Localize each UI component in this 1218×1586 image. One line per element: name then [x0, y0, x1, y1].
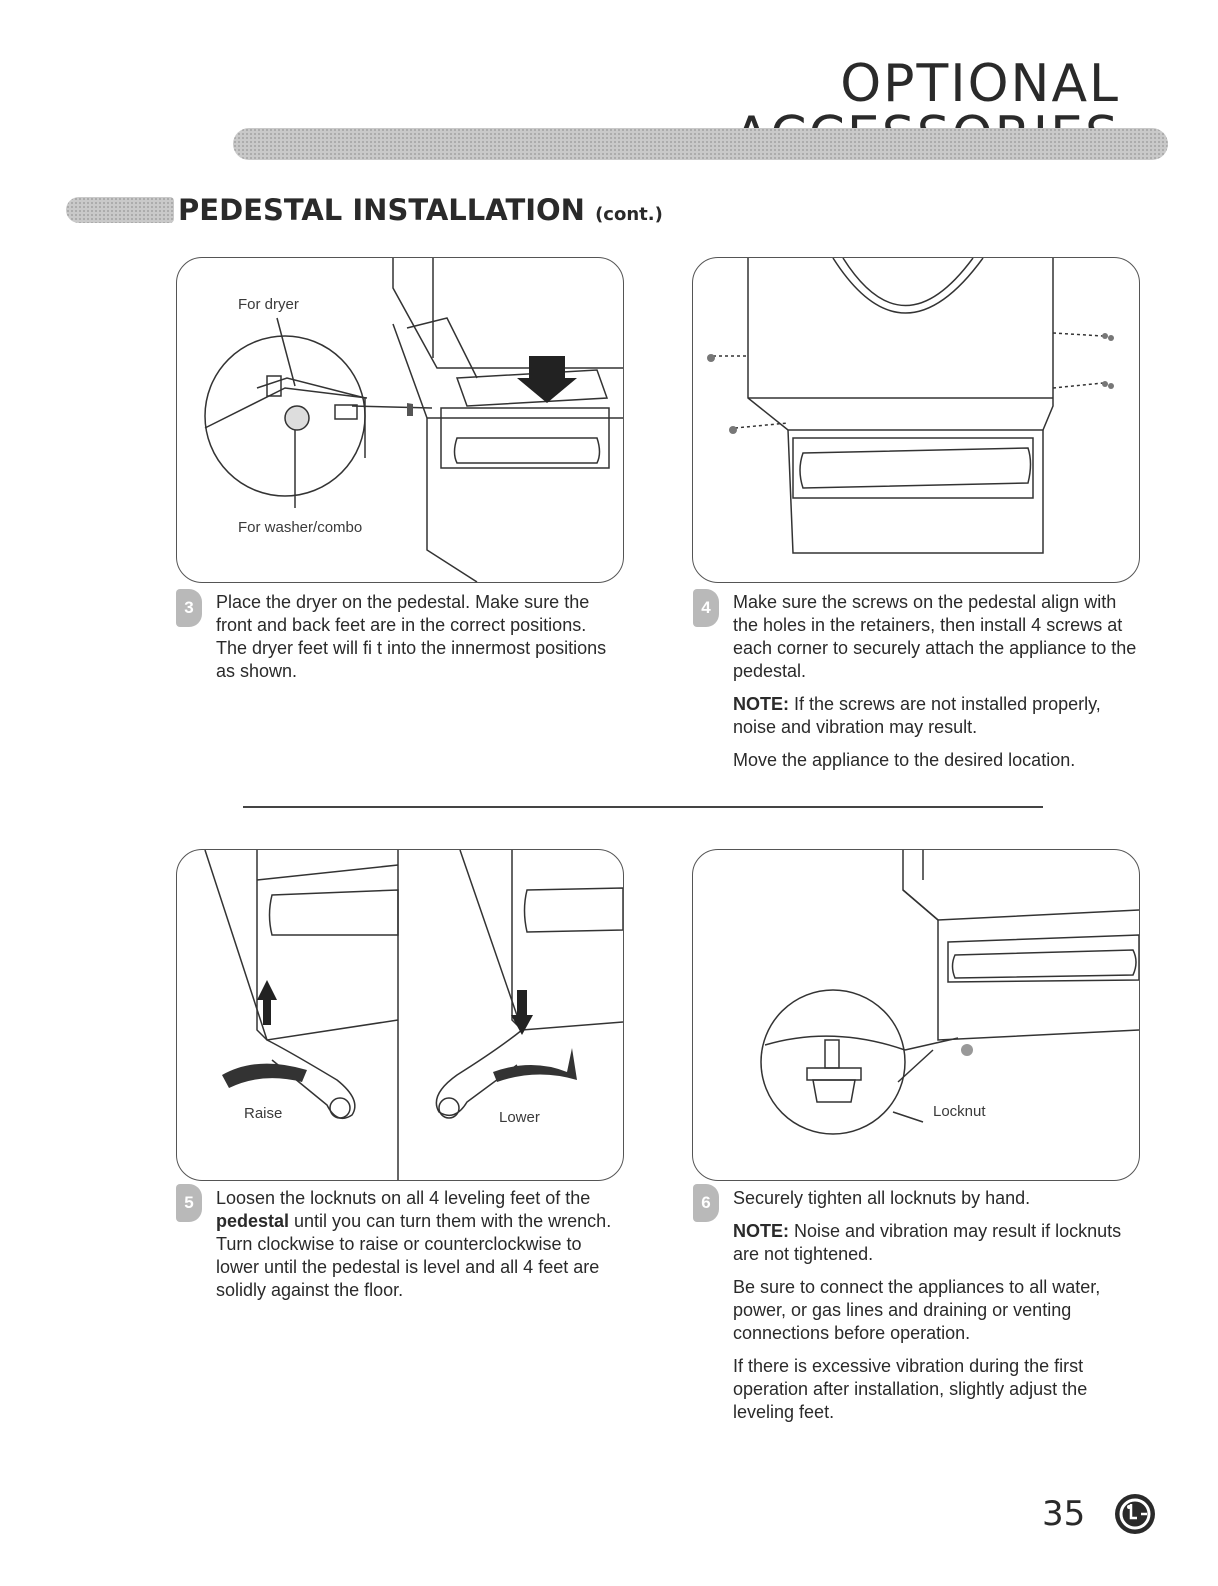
figure-step-4 [692, 257, 1140, 583]
section-title-text: PEDESTAL INSTALLATION [178, 193, 585, 227]
page-number: 35 [1042, 1494, 1086, 1534]
step-5-paragraph [216, 1187, 616, 1302]
figure-step-5 [176, 849, 624, 1181]
step-5-text [216, 1187, 616, 1312]
step-badge-4: 4 [693, 589, 719, 627]
step-4-text [733, 591, 1143, 782]
step-6-note [733, 1220, 1133, 1266]
step-6-paragraph: Securely tighten all locknuts by hand. [733, 1188, 1031, 1208]
leveling-feet-wrench-illustration [177, 850, 623, 1180]
step-4-note-label: NOTE: [733, 694, 789, 714]
label-locknut: Locknut [933, 1103, 986, 1120]
step-4-paragraph-2: Move the appliance to the desired location. [733, 750, 1076, 770]
step-5-text-a: Loosen the locknuts on all 4 leveling feet of the [216, 1188, 591, 1208]
label-lower: Lower [499, 1109, 540, 1126]
step-6-note-text: Noise and vibration may result if locknuts are not tightened. [733, 1221, 1122, 1264]
locknut-tightening-illustration [693, 850, 1139, 1180]
label-for-washer-combo: For washer/combo [238, 519, 363, 536]
step-6-text [733, 1187, 1133, 1434]
step-4-paragraph: Make sure the screws on the pedestal align with the holes in the retainers, then install 4 screws at each corner to securely attach the appliance to the pedestal. [733, 592, 1137, 681]
screw-installation-illustration [693, 258, 1139, 582]
step-badge-5: 5 [176, 1184, 202, 1222]
step-3-paragraph: Place the dryer on the pedestal. Make sure the front and back feet are in the correct positions. The dryer feet will fi t into the innermost positions as shown. [216, 592, 607, 681]
section-marker [66, 197, 174, 223]
step-5-text-bold: pedestal [216, 1211, 290, 1231]
figure-step-3 [176, 257, 624, 583]
section-title [178, 192, 663, 233]
step-6-note-label: NOTE: [733, 1221, 789, 1241]
label-for-dryer: For dryer [238, 296, 299, 313]
section-divider [243, 806, 1043, 808]
page-title: OPTIONAL [840, 54, 1120, 114]
section-title-suffix: (cont.) [595, 204, 663, 225]
step-6-paragraph-3: If there is excessive vibration during the first operation after installation, slightly adjust the leveling feet. [733, 1356, 1088, 1422]
step-6-paragraph-2: Be sure to connect the appliances to all water, power, or gas lines and draining or venting connections before operation. [733, 1277, 1101, 1343]
step-badge-3: 3 [176, 589, 202, 627]
lg-logo [1113, 1492, 1157, 1536]
step-badge-6: 6 [693, 1184, 719, 1222]
step-4-note-text: If the screws are not installed properly, noise and vibration may result. [733, 694, 1101, 737]
label-raise: Raise [244, 1105, 283, 1122]
figure-step-6 [692, 849, 1140, 1181]
step-4-note [733, 693, 1143, 739]
step-3-text [216, 591, 616, 693]
step-5-text-b: until you can turn them with the wrench. Turn clockwise to raise or counterclockwise to lower until the pedestal is level and all 4 feet are solidly against the floor. [216, 1211, 612, 1300]
title-bar-decoration [233, 128, 1168, 160]
